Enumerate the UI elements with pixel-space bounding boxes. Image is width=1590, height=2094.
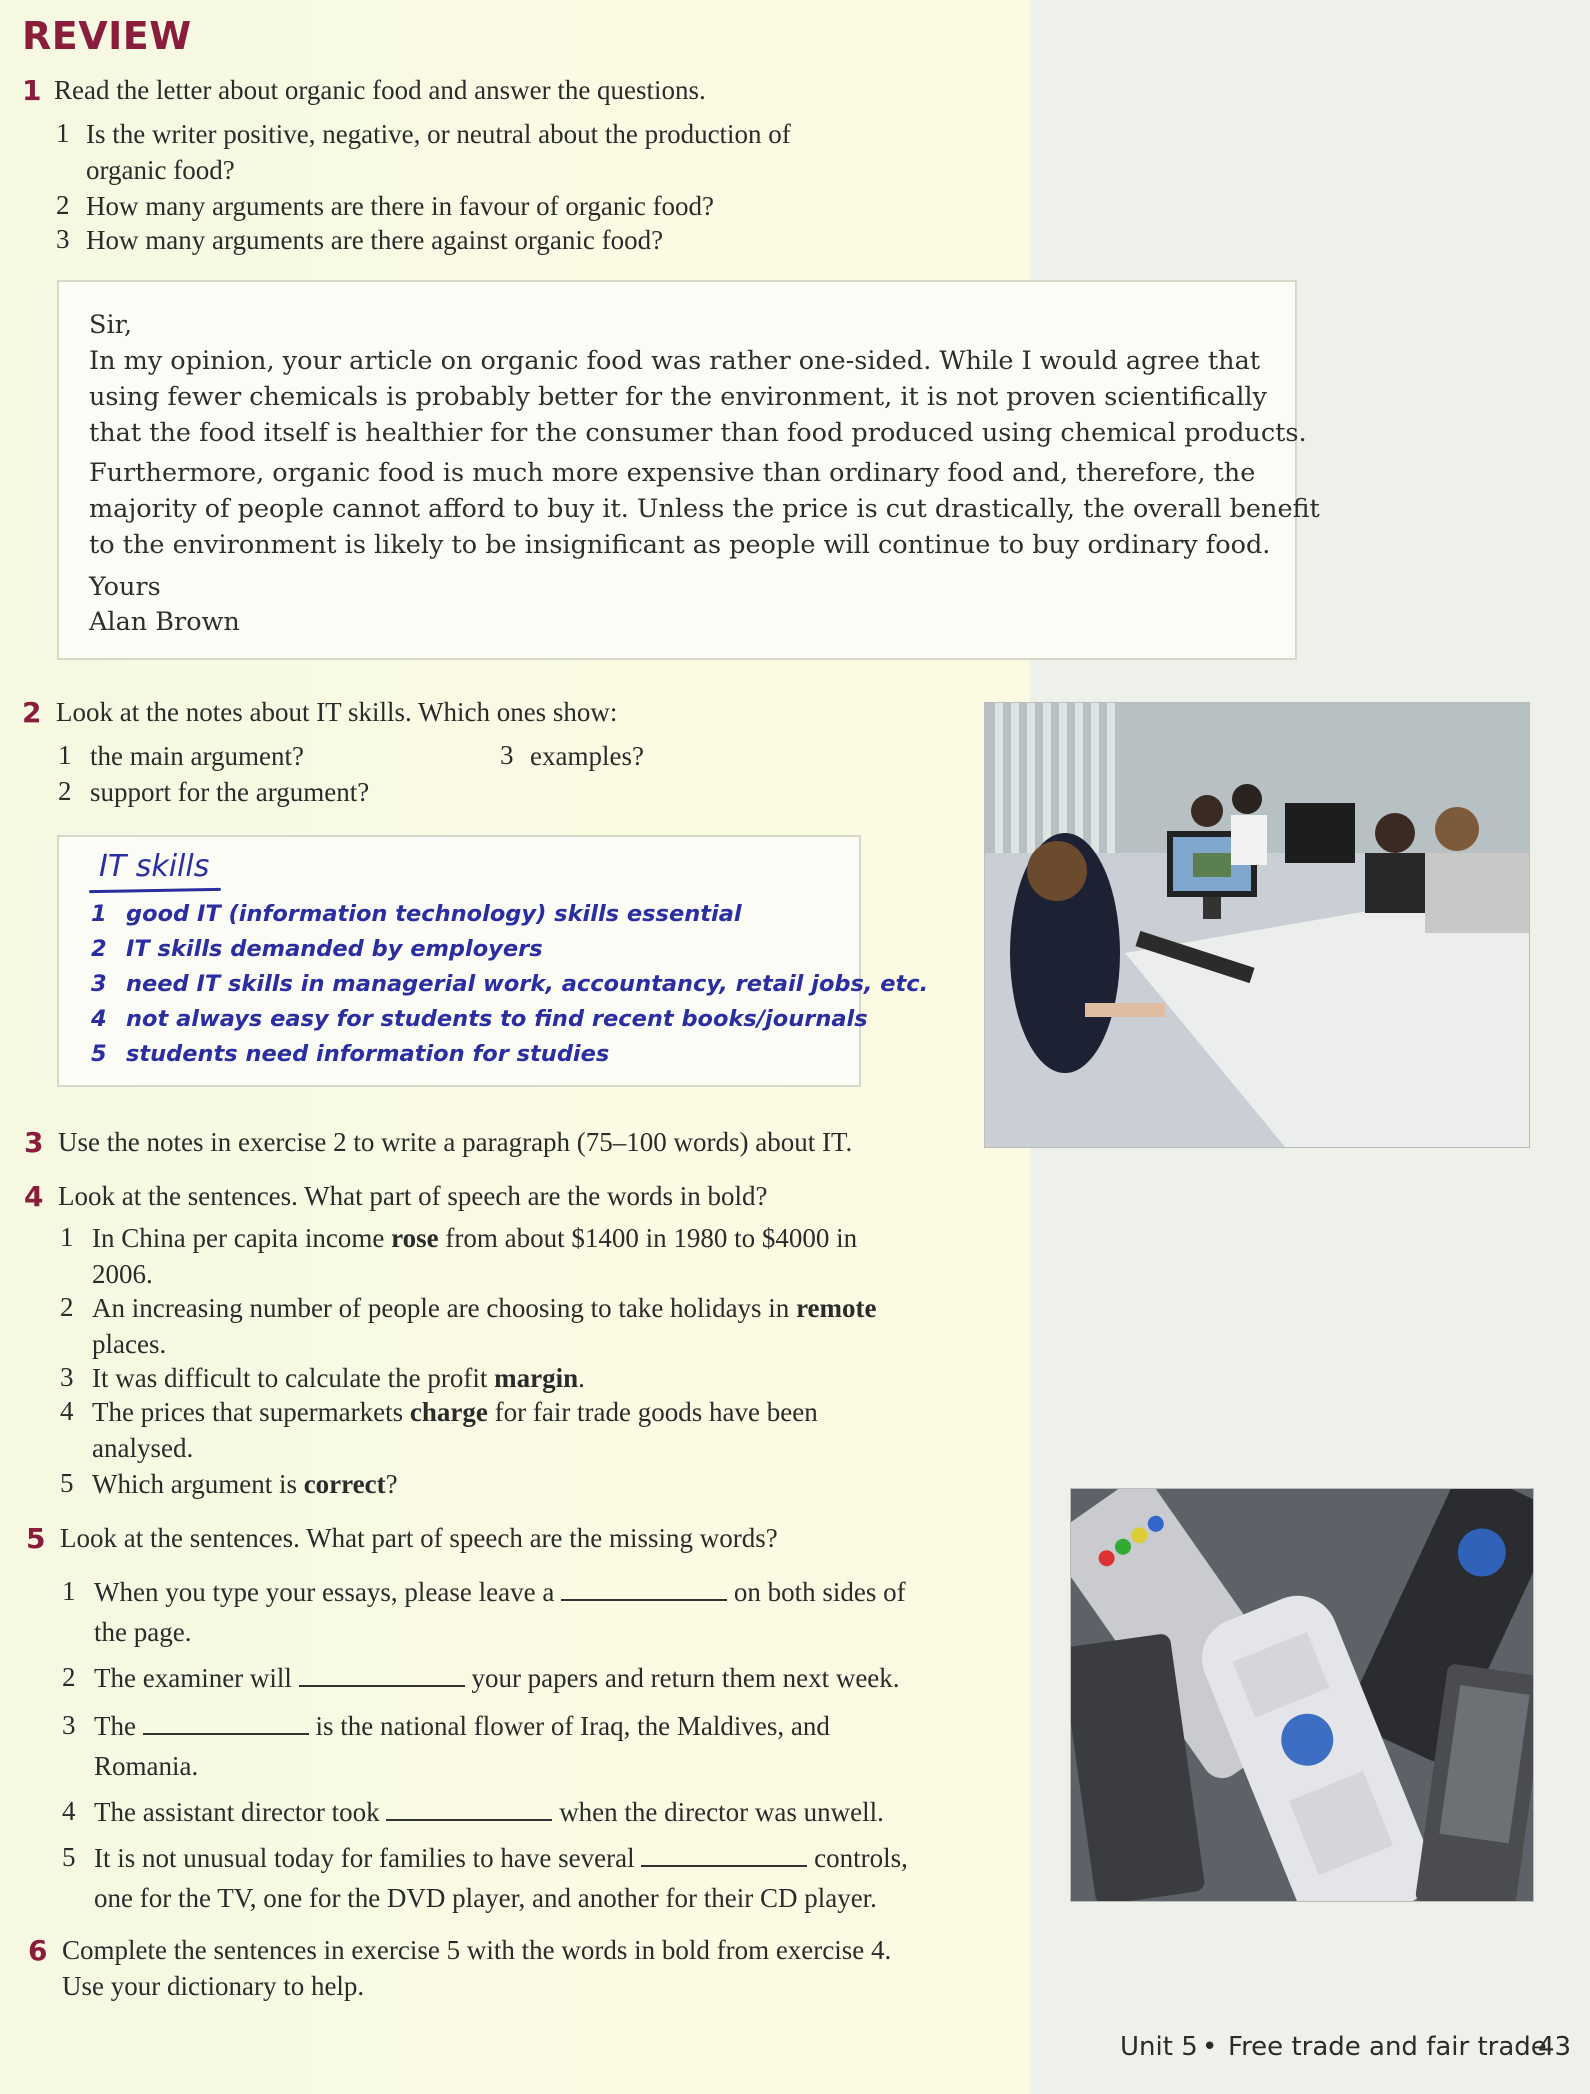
ex5-item5-post: controls, bbox=[814, 1843, 908, 1873]
ex5-item5-pre: It is not unusual today for families to have several bbox=[94, 1843, 635, 1873]
ex4-item1 bbox=[92, 1220, 857, 1256]
review-heading: REVIEW bbox=[22, 14, 192, 58]
note-4 bbox=[91, 1006, 868, 1032]
ex4-item4-bold-word: charge bbox=[409, 1397, 488, 1427]
ex4-item1-bold-word: rose bbox=[391, 1223, 439, 1253]
letter-p1-line3: that the food itself is healthier for the consumer than food produced using chemical products. bbox=[89, 418, 1307, 448]
letter-p2-line2: majority of people cannot afford to buy it. Unless the price is cut drastically, the overall benefit bbox=[89, 494, 1320, 524]
ex5-item3-post: is the national flower of Iraq, the Maldives, and bbox=[315, 1711, 830, 1741]
note-2 bbox=[91, 936, 543, 962]
note-3 bbox=[91, 971, 928, 997]
exercise-6-line2: Use your dictionary to help. bbox=[62, 1971, 365, 2001]
ex1-q1-text-cont: organic food? bbox=[86, 155, 235, 185]
ex4-item2 bbox=[92, 1290, 877, 1326]
note-5-text: students need information for studies bbox=[126, 1041, 610, 1067]
ex2-opt3-number: 3 bbox=[500, 740, 514, 770]
ex4-item4-post: for fair trade goods have been bbox=[487, 1397, 818, 1427]
ex5-item1-number: 1 bbox=[62, 1576, 76, 1606]
note-1-text: good IT (information technology) skills essential bbox=[126, 901, 742, 927]
notes-title-underline bbox=[89, 888, 221, 893]
ex2-opt2-number: 2 bbox=[58, 776, 72, 806]
ex4-item3 bbox=[92, 1360, 585, 1396]
ex5-item5 bbox=[94, 1840, 908, 1876]
letter-p2-line1: Furthermore, organic food is much more expensive than ordinary food and, therefore, the bbox=[89, 458, 1256, 488]
ex5-item2-post: your papers and return them next week. bbox=[471, 1663, 900, 1693]
letter-salutation: Sir, bbox=[89, 310, 133, 340]
computer-lab-photo bbox=[984, 702, 1530, 1148]
ex4-item3-post: . bbox=[578, 1363, 585, 1393]
letter-signature: Alan Brown bbox=[89, 607, 240, 637]
ex5-item1-blank[interactable] bbox=[561, 1577, 727, 1601]
ex4-item1-post: from about $1400 in 1980 to $4000 in bbox=[438, 1223, 858, 1253]
ex4-item4-number: 4 bbox=[60, 1396, 74, 1426]
ex5-item5-blank[interactable] bbox=[641, 1843, 807, 1867]
ex4-item4-cont: analysed. bbox=[92, 1433, 194, 1463]
letter-closing: Yours bbox=[89, 572, 161, 602]
ex4-item5-pre: Which argument is bbox=[92, 1469, 304, 1499]
footer-page-number: 43 bbox=[1538, 2032, 1572, 2062]
ex5-item2-number: 2 bbox=[62, 1662, 76, 1692]
ex5-item3-pre: The bbox=[94, 1711, 136, 1741]
ex4-item2-pre: An increasing number of people are choosing to take holidays in bbox=[92, 1293, 797, 1323]
note-1 bbox=[91, 901, 742, 927]
ex5-item4-blank[interactable] bbox=[386, 1797, 552, 1821]
footer-unit: Unit 5 bbox=[1120, 2032, 1198, 2062]
ex2-opt1-number: 1 bbox=[58, 740, 72, 770]
ex4-item2-number: 2 bbox=[60, 1292, 74, 1322]
ex4-item5-bold-word: correct bbox=[303, 1469, 386, 1499]
exercise-5-instruction: Look at the sentences. What part of speech are the missing words? bbox=[60, 1523, 778, 1553]
ex5-item4 bbox=[94, 1794, 884, 1830]
note-4-number: 4 bbox=[91, 1006, 107, 1032]
letter-box bbox=[57, 280, 1320, 660]
exercise-6-line1: Complete the sentences in exercise 5 with the words in bold from exercise 4. bbox=[62, 1935, 892, 1965]
ex5-item1-cont: the page. bbox=[94, 1617, 192, 1647]
exercise-3-number: 3 bbox=[24, 1126, 44, 1159]
ex2-opt3-text: examples? bbox=[530, 741, 644, 771]
remote-controls-photo bbox=[1070, 1488, 1534, 1902]
exercise-4-number: 4 bbox=[24, 1180, 44, 1213]
ex5-item3 bbox=[94, 1708, 830, 1744]
it-skills-notes-box bbox=[57, 835, 929, 1087]
ex2-opt1-text: the main argument? bbox=[90, 741, 304, 771]
ex4-item1-pre: In China per capita income bbox=[92, 1223, 392, 1253]
note-2-text: IT skills demanded by employers bbox=[126, 936, 543, 962]
ex4-item1-number: 1 bbox=[60, 1222, 74, 1252]
ex1-q1-number: 1 bbox=[56, 118, 70, 148]
ex5-item3-blank[interactable] bbox=[143, 1711, 309, 1735]
ex1-q3-number: 3 bbox=[56, 224, 70, 254]
ex5-item2-blank[interactable] bbox=[299, 1663, 465, 1687]
ex4-item4-pre: The prices that supermarkets bbox=[92, 1397, 410, 1427]
ex1-q2-number: 2 bbox=[56, 190, 70, 220]
ex4-item5-post: ? bbox=[385, 1469, 398, 1499]
ex4-item2-cont: places. bbox=[92, 1329, 167, 1359]
ex5-item1 bbox=[94, 1574, 906, 1610]
note-4-text: not always easy for students to find recent books/journals bbox=[126, 1006, 868, 1032]
note-2-number: 2 bbox=[91, 936, 107, 962]
exercise-1-number: 1 bbox=[22, 74, 42, 107]
exercise-4-instruction: Look at the sentences. What part of speech are the words in bold? bbox=[58, 1181, 768, 1211]
ex5-item4-post: when the director was unwell. bbox=[559, 1797, 884, 1827]
ex5-item5-number: 5 bbox=[62, 1842, 76, 1872]
ex5-item1-pre: When you type your essays, please leave a bbox=[94, 1577, 555, 1607]
note-3-number: 3 bbox=[91, 971, 107, 997]
ex4-item3-bold-word: margin bbox=[494, 1363, 579, 1393]
note-1-number: 1 bbox=[91, 901, 107, 927]
note-5 bbox=[91, 1041, 609, 1067]
ex5-item1-post: on both sides of bbox=[733, 1577, 906, 1607]
ex4-item4 bbox=[92, 1394, 818, 1430]
ex5-item4-number: 4 bbox=[62, 1796, 76, 1826]
ex2-opt2-text: support for the argument? bbox=[90, 777, 370, 807]
ex5-item3-cont: Romania. bbox=[94, 1751, 199, 1781]
footer-separator: • bbox=[1202, 2032, 1218, 2062]
ex1-q1-text: Is the writer positive, negative, or neutral about the production of bbox=[86, 119, 791, 149]
ex1-q3-text: How many arguments are there against organic food? bbox=[86, 225, 664, 255]
exercise-3-instruction: Use the notes in exercise 2 to write a paragraph (75–100 words) about IT. bbox=[58, 1127, 853, 1157]
ex4-item3-pre: It was difficult to calculate the profit bbox=[92, 1363, 495, 1393]
ex4-item3-number: 3 bbox=[60, 1362, 74, 1392]
ex5-item4-pre: The assistant director took bbox=[94, 1797, 380, 1827]
exercise-2-instruction: Look at the notes about IT skills. Which ones show: bbox=[56, 697, 618, 727]
footer-title: Free trade and fair trade bbox=[1228, 2032, 1547, 2062]
exercise-2-number: 2 bbox=[22, 696, 42, 729]
ex4-item5 bbox=[92, 1466, 398, 1502]
exercise-6-number: 6 bbox=[28, 1934, 48, 1967]
ex5-item2 bbox=[94, 1660, 900, 1696]
ex5-item3-number: 3 bbox=[62, 1710, 76, 1740]
exercise-5-number: 5 bbox=[26, 1522, 46, 1555]
note-5-number: 5 bbox=[91, 1041, 107, 1067]
letter-p1-line2: using fewer chemicals is probably better for the environment, it is not proven scientifically bbox=[89, 382, 1267, 412]
ex4-item5-number: 5 bbox=[60, 1468, 74, 1498]
ex4-item2-bold-word: remote bbox=[796, 1293, 877, 1323]
exercise-1-instruction: Read the letter about organic food and answer the questions. bbox=[54, 75, 706, 105]
ex5-item5-cont: one for the TV, one for the DVD player, and another for their CD player. bbox=[94, 1883, 877, 1913]
note-3-text: need IT skills in managerial work, accountancy, retail jobs, etc. bbox=[126, 971, 929, 997]
letter-p1-line1: In my opinion, your article on organic food was rather one-sided. While I would agree that bbox=[89, 346, 1261, 376]
ex4-item1-cont: 2006. bbox=[92, 1259, 153, 1289]
notes-title: IT skills bbox=[99, 849, 210, 884]
ex5-item2-pre: The examiner will bbox=[94, 1663, 292, 1693]
letter-p2-line3: to the environment is likely to be insignificant as people will continue to buy ordinary food. bbox=[89, 530, 1271, 560]
ex1-q2-text: How many arguments are there in favour of organic food? bbox=[86, 191, 715, 221]
